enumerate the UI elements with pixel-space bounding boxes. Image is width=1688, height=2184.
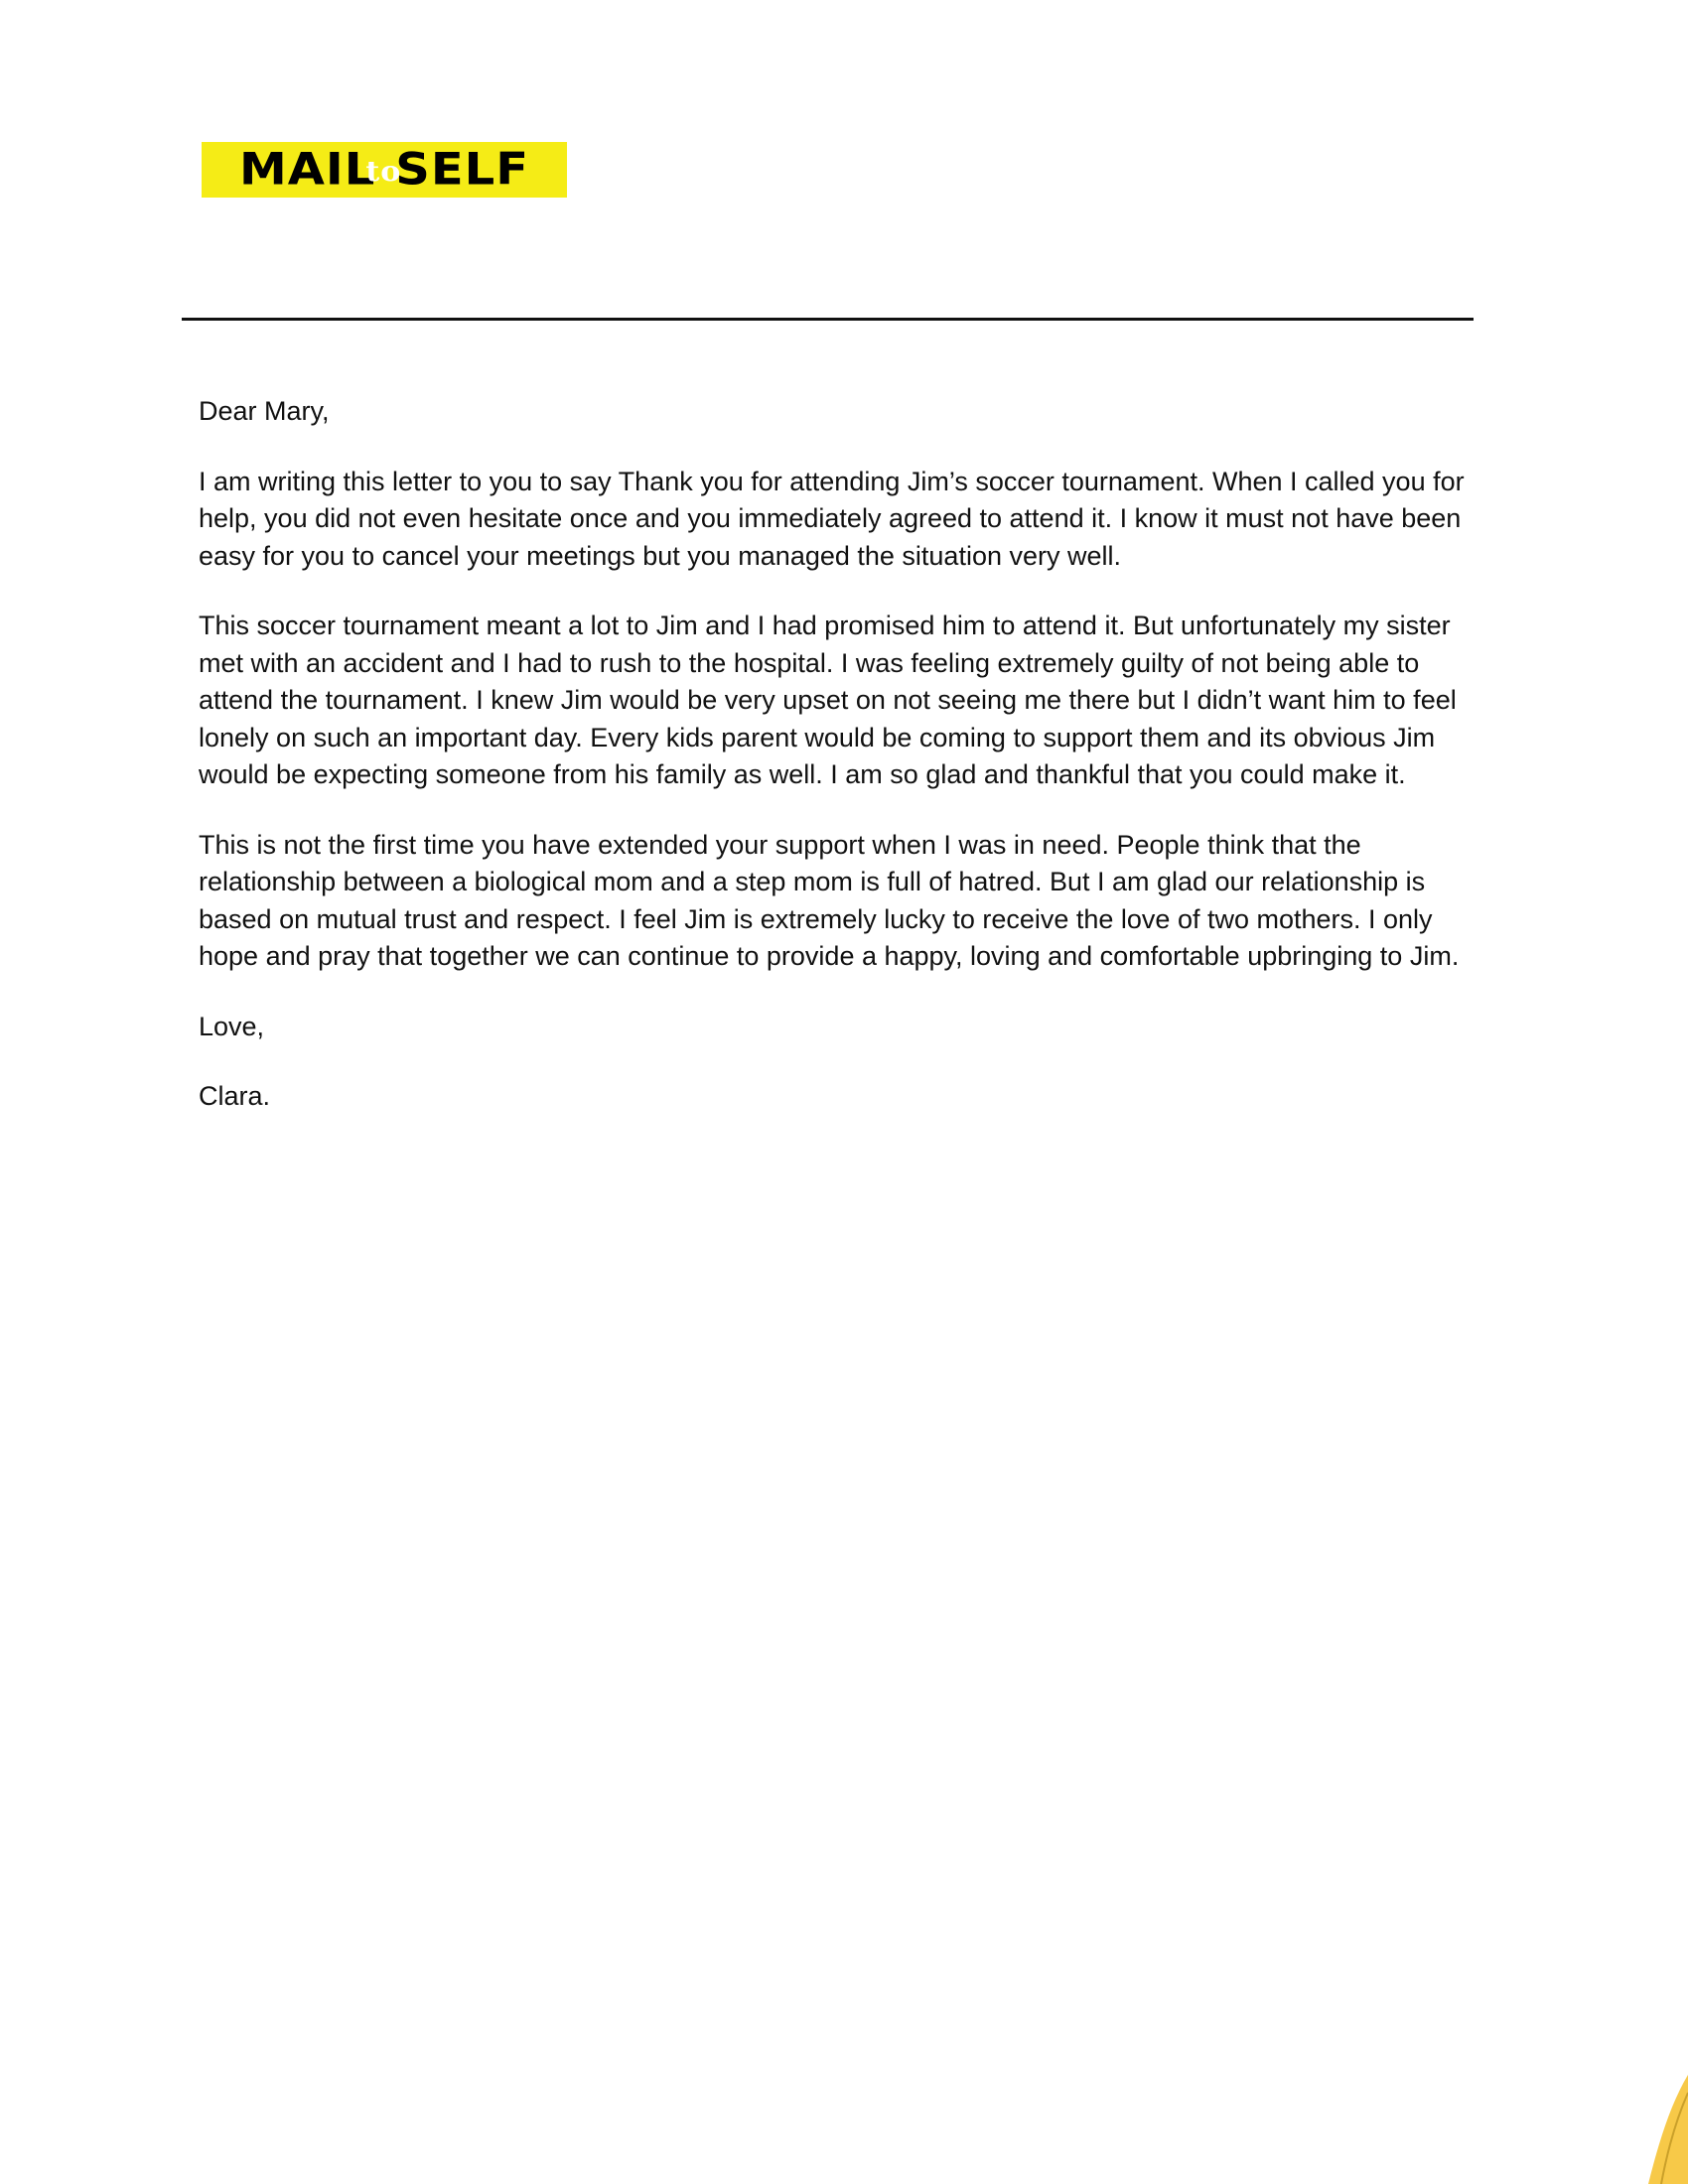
logo-word-mail: MAIL <box>239 144 376 196</box>
letter-body <box>199 393 1489 1149</box>
letter-paragraph-1: I am writing this letter to you to say Thank you for attending Jim’s soccer tournament. When I called you for help, you did not even hesitate once and you immediately agreed to attend it. I know it must not have been easy for you to cancel your meetings but you managed the situation very well. <box>199 466 1465 571</box>
mail-to-self-logo <box>202 142 567 198</box>
letter-paragraph-2: This soccer tournament meant a lot to Jim and I had promised him to attend it. But unfortunately my sister met with an accident and I had to rush to the hospital. I was feeling extremely guilty of not being able to attend the tournament. I knew Jim would be very upset on not seeing me there but I didn’t want him to feel lonely on such an important day. Every kids parent would be coming to support them and its obvious Jim would be expecting someone from his family as well. I am so glad and thankful that you could make it. <box>199 611 1457 789</box>
letter-closing: Love, <box>199 1011 265 1041</box>
logo-wordmark <box>239 144 529 196</box>
corner-decoration-shape <box>1648 2075 1688 2184</box>
logo-word-to: to <box>365 156 402 189</box>
letter-signature: Clara. <box>199 1081 271 1111</box>
letter-salutation: Dear Mary, <box>199 396 330 426</box>
header-divider <box>182 318 1474 321</box>
letter-paragraph-3: This is not the first time you have extended your support when I was in need. People think that the relationship between a biological mom and a step mom is full of hatred. But I am glad our relationship is based on mutual trust and respect. I feel Jim is extremely lucky to receive the love of two mothers. I only hope and pray that together we can continue to provide a happy, loving and comfortable upbringing to Jim. <box>199 829 1460 971</box>
logo-word-self: SELF <box>395 144 529 196</box>
